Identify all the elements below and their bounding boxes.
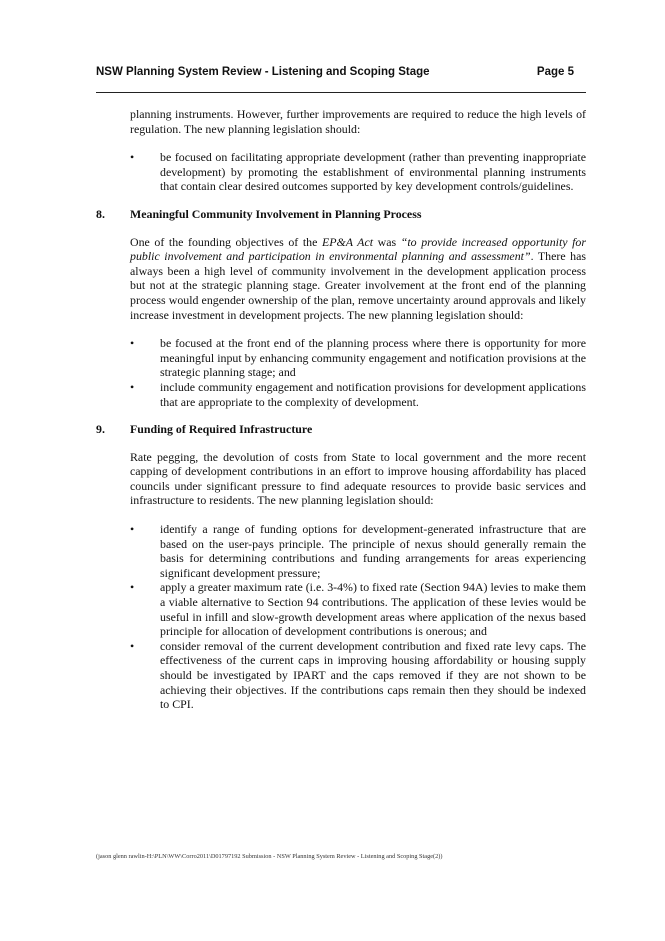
intro-paragraph: planning instruments. However, further improvements are required to reduce the high levels of regulation. The new planning legislation should: <box>130 107 586 136</box>
list-item <box>96 380 586 409</box>
bullet-text: apply a greater maximum rate (i.e. 3-4%) to fixed rate (Section 94A) levies to make them a viable alternative to Section 94 contributions. The application of these levies would be useful in infill and slow-growth development areas where application of the nexus based principle for allocation of development contributions is onerous; and <box>160 580 586 639</box>
section-8-title: Meaningful Community Involvement in Planning Process <box>130 206 422 221</box>
section-9-bullet-list <box>96 522 586 712</box>
list-item <box>96 580 586 638</box>
bullet-icon: • <box>130 336 135 351</box>
intro-bullet-list <box>96 150 586 194</box>
bullet-icon: • <box>130 150 135 165</box>
bullet-text: identify a range of funding options for development-generated infrastructure that are based on the user-pays principle. The principle of nexus should generally remain the basis for determining contributions and funding arrangements for areas experiencing significant development pressure; <box>160 522 586 580</box>
header-title: NSW Planning System Review - Listening and Scoping Stage <box>96 66 430 78</box>
bullet-icon: • <box>130 379 135 394</box>
section-8-number: 8. <box>96 206 105 221</box>
section-8-para-end: . There has always been a high level of community involvement in the development application process but not at the strategic planning stage. Greater involvement at the front end of the planning process would engender ownership of the plan, remove uncertainty around approvals and likely increase investment in development projects. The new planning legislation should: <box>130 249 586 322</box>
page-header <box>96 64 586 93</box>
section-9-number: 9. <box>96 422 105 437</box>
section-8-bullet-list <box>96 336 586 409</box>
list-item <box>96 150 586 194</box>
section-9-heading <box>96 422 586 437</box>
act-name: EP&A Act <box>321 234 374 249</box>
bullet-icon: • <box>130 522 135 537</box>
document-footer: (jason glenn rawlin-H:\PLN\WW\Corro2011\D01797192 Submission - NSW Planning System Review - Listening and Scoping Stage(2)) <box>96 853 443 860</box>
section-9-paragraph: Rate pegging, the devolution of costs from State to local government and the more recent capping of development contributions in an effort to improve housing affordability has placed councils under significant pressure to find adequate resources to provide basic services and infrastructure to residents. The new planning legislation should: <box>130 449 586 508</box>
bullet-text: be focused on facilitating appropriate development (rather than preventing inappropriate development) by promoting the establishment of environmental planning instruments that contain clear desired outcomes supported by key development controls/guidelines. <box>160 150 586 194</box>
bullet-text: consider removal of the current development contribution and fixed rate levy caps. The effectiveness of the current caps in improving housing affordability or housing supply should be investigated by IPART and the caps removed if they are not shown to be achieving their objectives. If the contributions caps remain then they should be indexed to CPI. <box>160 638 586 712</box>
bullet-text: include community engagement and notification provisions for development applications that are appropriate to the complexity of development. <box>160 379 586 409</box>
section-8-heading <box>96 207 586 222</box>
bullet-icon: • <box>130 580 135 595</box>
section-9-title: Funding of Required Infrastructure <box>130 422 313 437</box>
page-number: Page 5 <box>536 66 574 78</box>
document-body <box>96 107 586 712</box>
list-item <box>96 639 586 712</box>
section-8-para-start: One of the founding objectives of the <box>130 234 322 249</box>
bullet-icon: • <box>130 638 135 653</box>
list-item <box>96 336 586 380</box>
section-8-para-was: was <box>373 234 401 249</box>
bullet-text: be focused at the front end of the planning process where there is opportunity for more meaningful input by enhancing community engagement and notification provisions at the strategic planning stage; and <box>160 336 586 380</box>
list-item <box>96 522 586 580</box>
section-8-paragraph <box>130 235 586 323</box>
objective-quote: “to provide increased opportunity for public involvement and participation in environmental planning and assessment” <box>130 234 587 264</box>
